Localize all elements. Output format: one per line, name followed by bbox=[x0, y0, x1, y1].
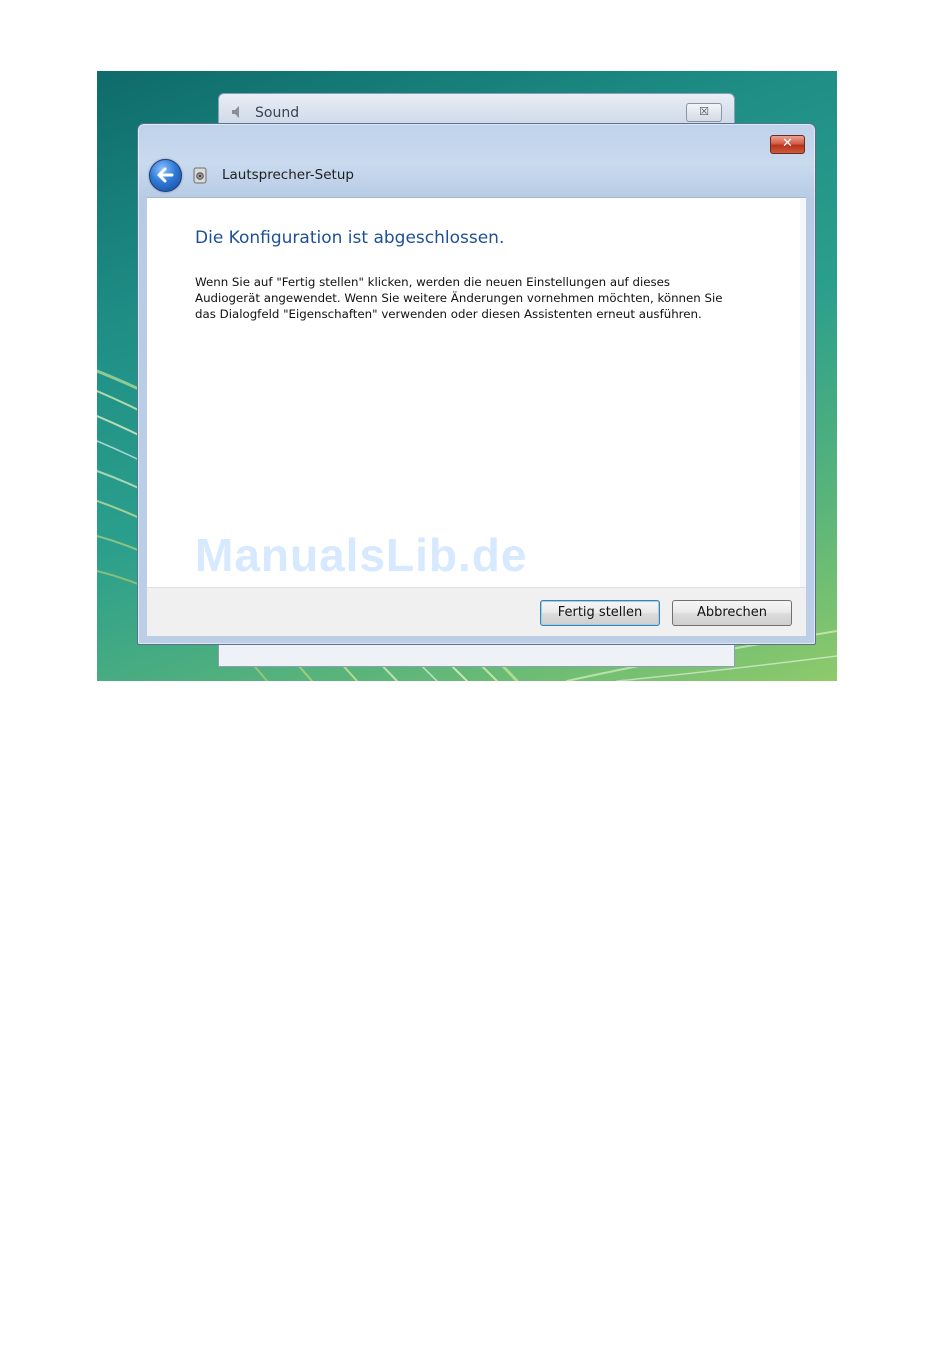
screenshot bbox=[97, 71, 837, 681]
speaker-setup-dialog bbox=[137, 123, 816, 645]
wizard-title: Lautsprecher-Setup bbox=[222, 167, 354, 183]
description-line: das Dialogfeld "Eigenschaften" verwenden oder diesen Assistenten erneut ausführen. bbox=[195, 307, 702, 321]
wizard-content bbox=[147, 197, 806, 588]
sound-window-title: Sound bbox=[255, 105, 300, 121]
speaker-setup-icon bbox=[193, 167, 207, 184]
button-bar bbox=[147, 587, 806, 636]
description-line: Wenn Sie auf "Fertig stellen" klicken, werden die neuen Einstellungen auf dieses bbox=[195, 275, 671, 289]
finish-button[interactable]: Fertig stellen bbox=[540, 600, 660, 626]
speaker-icon bbox=[230, 104, 246, 120]
watermark: ManualsLib.de bbox=[195, 529, 528, 581]
cancel-button[interactable]: Abbrechen bbox=[672, 600, 792, 626]
back-button[interactable] bbox=[149, 159, 182, 192]
sound-close-button[interactable]: ☒ bbox=[686, 103, 722, 122]
close-button[interactable]: ✕ bbox=[770, 135, 805, 154]
back-arrow-icon bbox=[155, 165, 175, 185]
description-line: Audiogerät angewendet. Wenn Sie weitere Änderungen vornehmen möchten, können Sie bbox=[195, 291, 723, 305]
content-edge bbox=[800, 198, 806, 588]
description-text bbox=[195, 274, 785, 322]
page-heading: Die Konfiguration ist abgeschlossen. bbox=[195, 228, 505, 248]
